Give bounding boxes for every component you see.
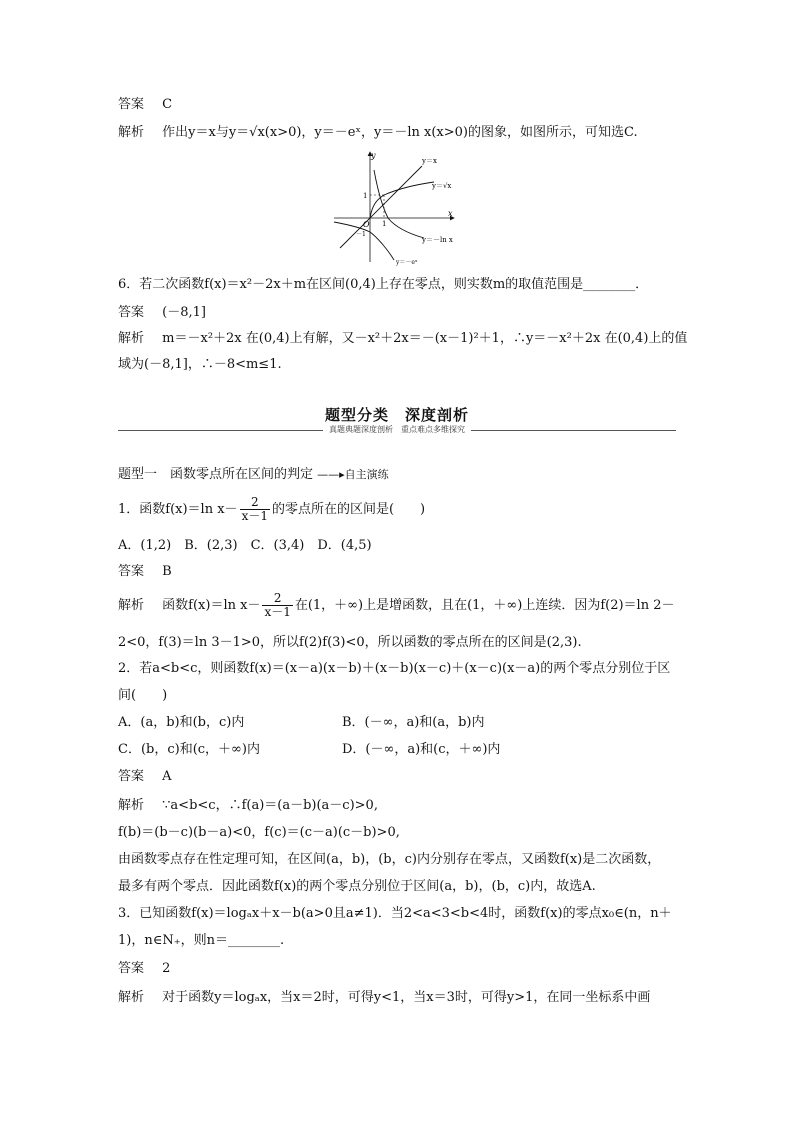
q6-analysis-line2: 域为(－8,1]，∴－8<m≤1. <box>118 357 282 372</box>
answer-label: 答案 <box>118 769 145 784</box>
answer-label: 答案 <box>118 97 145 112</box>
q1-suffix: 的零点所在的区间是( ) <box>271 502 426 517</box>
q2-option-c: C．(b，c)和(c，＋∞)内 <box>118 742 260 757</box>
label-sqrt-x: y＝√x <box>432 182 452 190</box>
type1-tag: ——▸自主演练 <box>317 468 389 481</box>
answer-value: 2 <box>162 961 171 976</box>
q1-analysis-line1 <box>118 592 675 620</box>
q1-answer-line <box>118 563 172 581</box>
q3-answer-line <box>118 960 170 978</box>
q1-frac-den: x－1 <box>241 509 268 523</box>
q1-analysis-prefix: 函数f(x)＝ln x－ <box>162 598 261 613</box>
curve-sqrt-x <box>370 182 434 218</box>
q2-option-a: A．(a，b)和(b，c)内 <box>118 715 245 730</box>
q1-frac-num: 2 <box>240 496 270 510</box>
label-y-equals-x: y＝x <box>422 157 437 165</box>
analysis-label: 解析 <box>118 598 145 613</box>
x-axis-label: x <box>448 209 453 218</box>
q1-analysis-line2: 2<0，f(3)＝ln 3－1>0，所以f(2)f(3)<0，所以函数的零点所在的区间是(2,3). <box>118 635 582 650</box>
q1-question <box>118 496 425 524</box>
q3-question-line2: 1)，n∈N₊，则n＝________. <box>118 933 285 948</box>
answer-label: 答案 <box>118 961 145 976</box>
tick-minus-one: －1 <box>356 231 366 238</box>
q2-question-line2: 间( ) <box>118 688 168 703</box>
q2-option-d: D．(－∞，a)和(c，＋∞)内 <box>342 742 501 757</box>
answer-value: C <box>162 97 173 112</box>
origin-label: O <box>363 220 370 229</box>
function-graph-figure <box>330 148 470 266</box>
tick-one-x: 1 <box>382 220 387 228</box>
analysis-text: ∵a<b<c，∴f(a)＝(a－b)(a－c)>0, <box>162 798 378 813</box>
q1-analysis-suffix: 在(1，＋∞)上是增函数，且在(1，＋∞)上连续．因为f(2)＝ln 2－ <box>294 598 675 613</box>
q6-analysis-line1 <box>118 330 687 348</box>
label-neg-exp: y＝－eˣ <box>396 259 418 266</box>
analysis-text: m＝－x²＋2x 在(0,4)上有解，又－x²＋2x＝－(x－1)²＋1，∴y＝－x²＋2x 在(0,4)上的值 <box>162 331 688 346</box>
q6-question: 6．若二次函数f(x)＝x²－2x＋m在区间(0,4)上存在零点，则实数m的取值范围是________． <box>118 277 649 292</box>
q1-options: A．(1,2) B．(2,3) C．(3,4) D．(4,5) <box>118 538 372 553</box>
q1-fraction <box>240 496 270 523</box>
q1-analysis-frac-num: 2 <box>262 592 292 606</box>
y-axis-label: y <box>371 151 376 160</box>
top-answer-line <box>118 96 172 114</box>
q3-analysis-line1 <box>118 989 650 1007</box>
tick-one-y: 1 <box>363 192 368 200</box>
curve-y-equals-x <box>340 166 422 248</box>
label-neg-ln-x: y＝－ln x <box>422 236 453 244</box>
q2-answer-line <box>118 768 172 786</box>
answer-label: 答案 <box>118 564 145 579</box>
section-title: 题型分类 深度剖析 <box>324 406 469 424</box>
answer-value: (－8,1] <box>162 305 206 320</box>
q2-option-b: B．(－∞，a)和(a，b)内 <box>342 715 485 730</box>
analysis-label: 解析 <box>118 798 145 813</box>
section-subtitle <box>0 424 794 435</box>
top-analysis-line <box>118 124 638 142</box>
analysis-text: 作出y＝x与y＝√x(x>0)，y＝－eˣ，y＝－ln x(x>0)的图象，如图所示，可知选C. <box>162 125 638 140</box>
q2-analysis-line4: 最多有两个零点．因此函数f(x)的两个零点分别位于区间(a，b)，(b，c)内，故选A. <box>118 879 596 894</box>
type1-heading <box>118 466 389 484</box>
q2-analysis-line3: 由函数零点存在性定理可知，在区间(a，b)，(b，c)内分别存在零点，又函数f(x)是二次函数， <box>118 852 661 867</box>
answer-value: B <box>162 564 172 579</box>
q1-analysis-fraction <box>262 592 292 619</box>
q6-answer-line <box>118 304 206 322</box>
q1-prefix: 1．函数f(x)＝ln x－ <box>118 502 238 517</box>
analysis-text: 对于函数y＝logₐx，当x＝2时，可得y<1，当x＝3时，可得y>1，在同一坐标系中画 <box>162 990 651 1005</box>
q2-question-line1: 2．若a<b<c，则函数f(x)＝(x－a)(x－b)＋(x－b)(x－c)＋(x－c)(x－a)的两个零点分别位于区 <box>118 661 671 676</box>
analysis-label: 解析 <box>118 125 145 140</box>
analysis-label: 解析 <box>118 990 145 1005</box>
type1-heading-text: 题型一 函数零点所在区间的判定 <box>118 467 314 482</box>
answer-label: 答案 <box>118 305 145 320</box>
q3-question-line1: 3．已知函数f(x)＝logₐx＋x－b(a>0且a≠1)．当2<a<3<b<4时，函数f(x)的零点x₀∈(n，n＋ <box>118 906 672 921</box>
q1-analysis-frac-den: x－1 <box>264 605 291 619</box>
q2-analysis-line1 <box>118 797 378 815</box>
answer-value: A <box>162 769 172 784</box>
section-subtitle-text: 真题典题深度剖析 重点难点多维探究 <box>323 425 471 434</box>
analysis-label: 解析 <box>118 331 145 346</box>
q2-analysis-line2: f(b)＝(b－c)(b－a)<0，f(c)＝(c－a)(c－b)>0, <box>118 825 400 840</box>
